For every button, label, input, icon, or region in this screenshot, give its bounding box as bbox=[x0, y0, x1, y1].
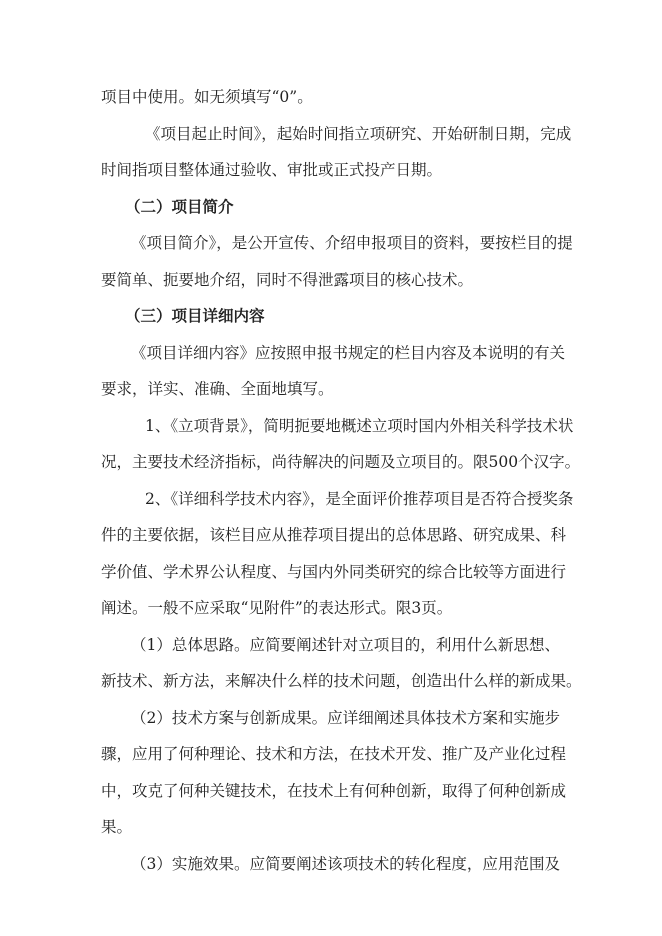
section-heading-project-summary: （二）项目简介 bbox=[125, 196, 234, 216]
paragraph-line: 件的主要依据，该栏目应从推荐项目提出的总体思路、研究成果、科 bbox=[101, 526, 567, 544]
paragraph-line: 新技术、新方法，来解决什么样的技术问题，创造出什么样的新成果。 bbox=[101, 672, 582, 690]
paragraph-line: 《项目详细内容》应按照申报书规定的栏目内容及本说明的有关 bbox=[131, 343, 566, 362]
section-heading-project-details: （三）项目详细内容 bbox=[125, 306, 265, 325]
paragraph-line: （2）技术方案与创新成果。应详细阐述具体技术方案和实施步 bbox=[131, 708, 560, 727]
paragraph-line: 要求，详实、准确、全面地填写。 bbox=[101, 380, 334, 398]
paragraph-line: （1）总体思路。应简要阐述针对立项目的，利用什么新思想、 bbox=[131, 635, 560, 654]
paragraph-line: 果。 bbox=[101, 818, 133, 836]
paragraph-line: 1、《立项背景》，简明扼要地概述立项时国内外相关科学技术状 bbox=[145, 416, 574, 435]
paragraph-line: 时间指项目整体通过验收、审批或正式投产日期。 bbox=[101, 161, 443, 179]
paragraph-line: 《项目起止时间》，起始时间指立项研究、开始研制日期，完成 bbox=[145, 124, 572, 143]
paragraph-line: 中，攻克了何种关键技术，在技术上有何种创新，取得了何种创新成 bbox=[101, 781, 567, 800]
paragraph-line: 况，主要技术经济指标，尚待解决的问题及立项目的。限500个汉字。 bbox=[101, 453, 581, 471]
document-page bbox=[101, 79, 582, 882]
paragraph-line: 阐述。一般不应采取“见附件”的表达形式。限3页。 bbox=[101, 599, 453, 617]
paragraph-line: 学价值、学术界公认程度、与国内外同类研究的综合比较等方面进行 bbox=[101, 562, 567, 581]
paragraph-line: 《项目简介》，是公开宣传、介绍申报项目的资料，要按栏目的提 bbox=[131, 234, 573, 252]
paragraph-line: 项目中使用。如无须填写“0”。 bbox=[101, 88, 313, 106]
paragraph-line: （3）实施效果。应简要阐述该项技术的转化程度，应用范围及 bbox=[131, 854, 560, 873]
paragraph-line: 2、《详细科学技术内容》，是全面评价推荐项目是否符合授奖条 bbox=[145, 489, 574, 508]
paragraph-line: 要简单、扼要地介绍，同时不得泄露项目的核心技术。 bbox=[101, 270, 474, 289]
paragraph-line: 骤，应用了何种理论、技术和方法，在技术开发、推广及产业化过程 bbox=[101, 745, 567, 763]
